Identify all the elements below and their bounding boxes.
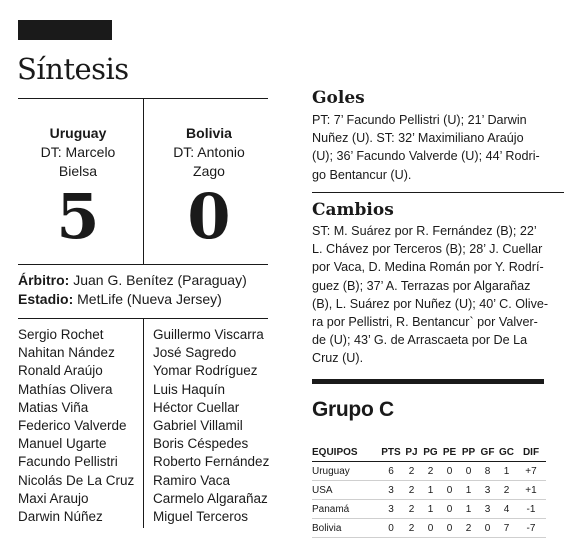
- home-team-block: [16, 124, 140, 181]
- table-cell: Uruguay: [312, 462, 380, 481]
- table-row: [312, 519, 546, 538]
- table-cell: 0: [440, 500, 459, 519]
- cambios-text: [312, 222, 562, 368]
- officials-block: [18, 271, 247, 309]
- divider-mid: [18, 264, 268, 265]
- home-player: Sergio Rochet: [18, 327, 104, 342]
- cambios-heading: Cambios: [312, 200, 394, 220]
- referee-value: Juan G. Benítez (Paraguay): [69, 272, 247, 288]
- standings-title: Grupo C: [312, 398, 394, 421]
- page-title: Síntesis: [17, 52, 129, 86]
- table-cell: 0: [421, 519, 440, 538]
- away-player: Carmelo Algarañaz: [153, 490, 268, 506]
- col-header: PP: [459, 443, 478, 462]
- table-cell: 4: [497, 500, 516, 519]
- stadium-line: [18, 290, 247, 309]
- table-cell: -7: [516, 519, 546, 538]
- away-player: Luis Haquín: [153, 381, 226, 397]
- referee-label: Árbitro:: [18, 272, 70, 288]
- goles-text: [312, 111, 562, 184]
- home-coach-line1: DT: Marcelo: [40, 144, 116, 160]
- cambios-line: ST: M. Suárez por R. Fernández (B); 22’: [312, 224, 537, 238]
- away-lineup: [153, 326, 269, 526]
- cambios-line: ra por Pellistri, R. Bentancur` por Valver-: [312, 315, 538, 330]
- col-header: GC: [497, 443, 516, 462]
- col-header: PE: [440, 443, 459, 462]
- home-player: Facundo Pellistri: [18, 454, 118, 470]
- home-team-name: Uruguay: [49, 125, 107, 141]
- table-cell: 2: [421, 462, 440, 481]
- table-cell: USA: [312, 481, 380, 500]
- goles-line: (U); 36’ Facundo Valverde (U); 44’ Rodri-: [312, 149, 540, 164]
- table-cell: -1: [516, 500, 546, 519]
- col-header: PTS: [380, 443, 402, 462]
- away-player: Ramiro Vaca: [153, 472, 231, 488]
- table-cell: 0: [459, 462, 478, 481]
- home-player: Nahitan Nández: [18, 345, 115, 361]
- home-player: Mathías Olivera: [18, 381, 113, 397]
- away-player: Yomar Rodríguez: [153, 363, 258, 379]
- table-cell: +7: [516, 462, 546, 481]
- table-cell: 6: [380, 462, 402, 481]
- cambios-line: L. Chávez por Terceros (B); 28’ J. Cuellar: [312, 242, 543, 257]
- table-cell: 0: [380, 519, 402, 538]
- table-cell: 0: [440, 462, 459, 481]
- col-header: EQUIPOS: [312, 443, 380, 462]
- cambios-line: guez (B); 37’ A. Terrazas por Algarañaz: [312, 278, 531, 293]
- home-player: Ronald Araújo: [18, 363, 103, 379]
- table-cell: 1: [421, 481, 440, 500]
- home-lineup: [18, 326, 134, 526]
- table-cell: 1: [497, 462, 516, 481]
- away-player: Gabriel Villamil: [153, 418, 243, 434]
- cambios-line: por Vaca, D. Medina Román por Y. Rodrí-: [312, 260, 544, 275]
- home-player: Manuel Ugarte: [18, 436, 107, 452]
- table-cell: 0: [478, 519, 497, 538]
- table-cell: 0: [440, 519, 459, 538]
- table-cell: 1: [459, 500, 478, 519]
- table-cell: 8: [478, 462, 497, 481]
- referee-line: [18, 271, 247, 290]
- col-header: GF: [478, 443, 497, 462]
- table-cell: 7: [497, 519, 516, 538]
- table-cell: 3: [478, 481, 497, 500]
- home-coach-line2: Bielsa: [58, 163, 98, 179]
- table-cell: 2: [459, 519, 478, 538]
- table-cell: 2: [497, 481, 516, 500]
- table-cell: 2: [402, 481, 421, 500]
- col-header: DIF: [516, 443, 546, 462]
- away-player: Boris Céspedes: [153, 436, 249, 452]
- away-player: Héctor Cuellar: [153, 399, 240, 415]
- away-player: José Sagredo: [153, 345, 237, 361]
- home-score: 5: [56, 180, 100, 253]
- away-player: Roberto Fernández: [153, 454, 270, 470]
- table-row: [312, 500, 546, 519]
- home-player: Nicolás De La Cruz: [18, 472, 135, 488]
- col-header: PJ: [402, 443, 421, 462]
- away-coach-line2: Zago: [193, 163, 225, 179]
- goles-heading: Goles: [312, 88, 365, 108]
- standings-table: [312, 443, 546, 538]
- section-marker-bar: [18, 20, 112, 40]
- home-player: Federico Valverde: [18, 418, 127, 434]
- table-row: [312, 481, 546, 500]
- divider-cambios: [312, 192, 564, 193]
- home-player: Maxi Araujo: [18, 490, 89, 506]
- home-player: Darwin Núñez: [18, 509, 103, 525]
- table-cell: 2: [402, 519, 421, 538]
- away-score: 0: [187, 180, 231, 253]
- table-cell: 3: [380, 481, 402, 500]
- table-row: [312, 462, 546, 481]
- divider-vertical: [143, 98, 144, 264]
- table-cell: Panamá: [312, 500, 380, 519]
- table-cell: 3: [380, 500, 402, 519]
- home-player: Matias Viña: [18, 399, 89, 415]
- goles-line: go Bentancur (U).: [312, 167, 412, 182]
- table-cell: +1: [516, 481, 546, 500]
- table-cell: 2: [402, 500, 421, 519]
- goles-line: PT: 7’ Facundo Pellistri (U); 21’ Darwin: [312, 113, 527, 127]
- away-team-block: [147, 124, 271, 181]
- away-team-name: Bolivia: [186, 125, 232, 141]
- stadium-value: MetLife (Nueva Jersey): [73, 291, 222, 307]
- table-cell: 0: [440, 481, 459, 500]
- stadium-label: Estadio:: [18, 291, 74, 307]
- table-cell: 1: [421, 500, 440, 519]
- table-cell: 1: [459, 481, 478, 500]
- col-header: PG: [421, 443, 440, 462]
- away-coach-line1: DT: Antonio: [173, 144, 245, 160]
- away-player: Miguel Terceros: [153, 509, 249, 525]
- cambios-line: (B), L. Suárez por Nuñez (U); 40’ C. Olive-: [312, 296, 549, 311]
- table-cell: 3: [478, 500, 497, 519]
- cambios-line: Cruz (U).: [312, 351, 364, 366]
- away-player: Guillermo Viscarra: [153, 327, 264, 342]
- table-cell: Bolivia: [312, 519, 380, 538]
- cambios-line: de (U); 43’ G. de Arrascaeta por De La: [312, 333, 528, 348]
- standings-top-bar: [312, 379, 544, 384]
- standings-header-row: [312, 443, 546, 462]
- table-cell: 2: [402, 462, 421, 481]
- divider-lineups-vertical: [143, 318, 144, 528]
- goles-line: Nuñez (U). ST: 32’ Maximiliano Araújo: [312, 131, 524, 146]
